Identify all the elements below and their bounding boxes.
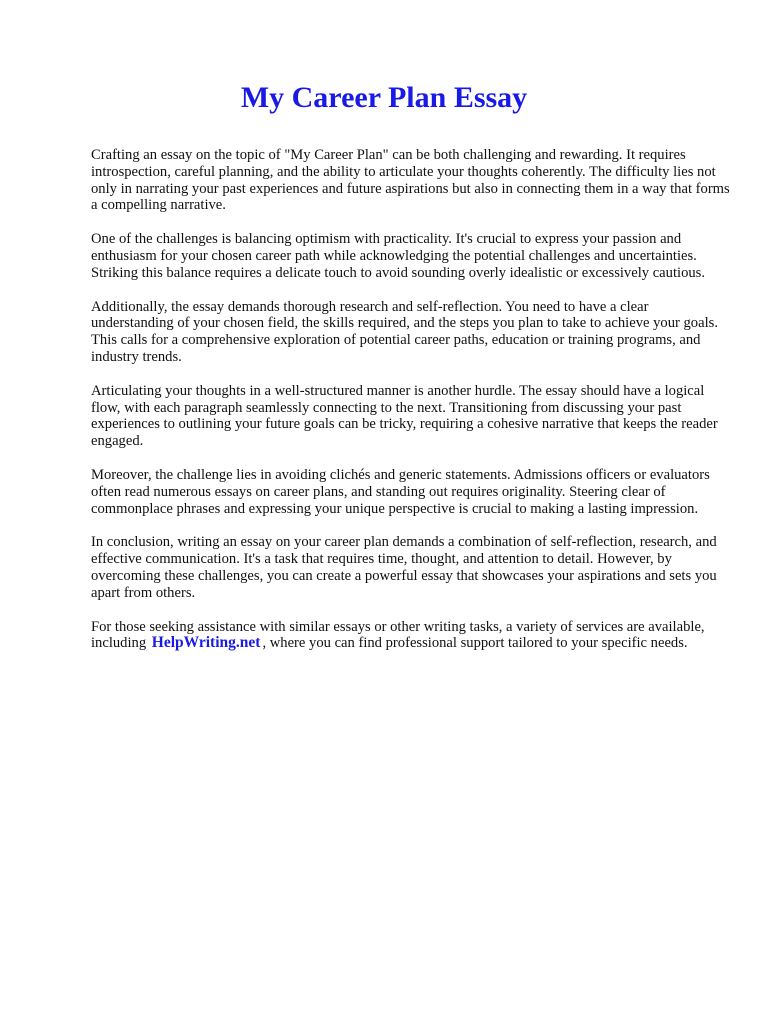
paragraph-3: Additionally, the essay demands thorough research and self-reflection. You need to have a clear understanding of your chosen field, the skills required, and the steps you plan to take to achieve your goals. This calls for a comprehensive exploration of potential career paths, education or training programs, and industry trends. xyxy=(91,298,718,365)
page-title: My Career Plan Essay xyxy=(240,81,528,114)
paragraph-4: Articulating your thoughts in a well-structured manner is another hurdle. The essay should have a logical flow, with each paragraph seamlessly connecting to the next. Transitioning from discussing your past experiences to outlining your future goals can be tricky, requiring a cohesive narrative that keeps the reader engaged. xyxy=(91,382,718,450)
helpwriting-link[interactable]: HelpWriting.net xyxy=(151,634,261,652)
paragraph-7 xyxy=(91,619,731,653)
paragraph-6: In conclusion, writing an essay on your career plan demands a combination of self-reflection, research, and effective communication. It's a task that requires time, thought, and attention to detail. However, by overcoming these challenges, you can create a powerful essay that showcases your aspirations and sets you apart from others. xyxy=(91,534,717,601)
essay-body xyxy=(91,147,731,669)
paragraph-7-tail: , where you can find professional support tailored to your specific needs. xyxy=(262,635,688,652)
paragraph-1: Crafting an essay on the topic of "My Career Plan" can be both challenging and rewarding. It requires introspection, careful planning, and the ability to articulate your thoughts coherently. The difficulty lies not only in narrating your past experiences and future aspirations but also in connecting them in a way that forms a compelling narrative. xyxy=(91,147,730,214)
paragraph-7-lead: For those seeking assistance with similar essays or other writing tasks, a variety of services are available, including xyxy=(91,618,705,652)
paragraph-5: Moreover, the challenge lies in avoiding clichés and generic statements. Admissions officers or evaluators often read numerous essays on career plans, and standing out requires originality. Steering clear of commonplace phrases and expressing your unique perspective is crucial to making a lasting impression. xyxy=(91,466,710,517)
paragraph-2: One of the challenges is balancing optimism with practicality. It's crucial to express your passion and enthusiasm for your chosen career path while acknowledging the potential challenges and uncertainties. Striking this balance requires a delicate touch to avoid sounding overly idealistic or excessively cautious. xyxy=(91,231,705,281)
